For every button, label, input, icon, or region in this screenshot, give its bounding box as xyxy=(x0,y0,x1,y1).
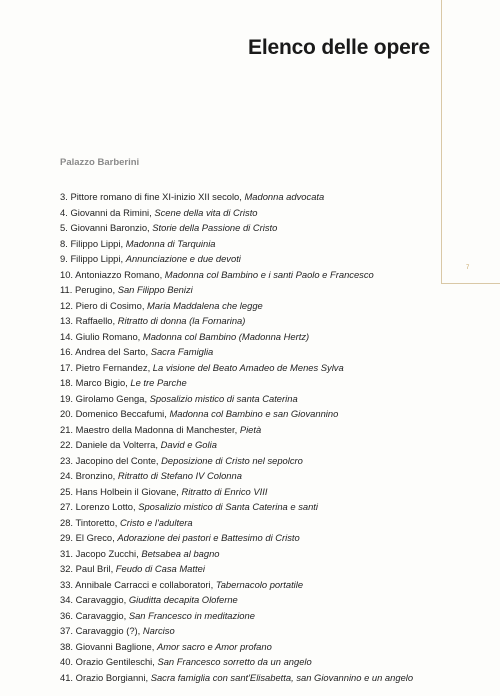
item-author: Andrea del Sarto xyxy=(75,346,146,357)
item-title: Sposalizio mistico di Santa Caterina e santi xyxy=(138,501,318,512)
item-title: Annunciazione e due devoti xyxy=(125,253,241,264)
item-title: Feudo di Casa Mattei xyxy=(115,563,205,574)
item-number: 33. xyxy=(60,578,74,590)
item-number: 22. xyxy=(60,439,74,450)
item-title: Le tre Parche xyxy=(130,377,187,388)
list-item: 10. Antoniazzo Romano, Madonna col Bambino e i santi Paolo e Francesco xyxy=(60,268,374,280)
item-author: Lorenzo Lotto xyxy=(75,501,133,512)
list-item: 4. Giovanni da Rimini, Scene della vita di Cristo xyxy=(60,206,258,218)
item-number: 21. xyxy=(60,423,74,435)
item-number: 11. xyxy=(60,284,73,295)
item-title: Amor sacro e Amor profano xyxy=(156,640,272,652)
item-author: Caravaggio (?) xyxy=(75,625,138,636)
list-item: 32. Paul Bril, Feudo di Casa Mattei xyxy=(60,563,205,574)
page-number: 7 xyxy=(466,265,470,271)
item-number: 38. xyxy=(60,640,74,652)
item-title: Betsabea al bagno xyxy=(141,547,220,559)
item-number: 8. xyxy=(60,237,68,249)
item-author: El Greco xyxy=(75,532,113,543)
item-title: Deposizione di Cristo nel sepolcro xyxy=(161,454,303,466)
list-item: 28. Tintoretto, Cristo e l'adultera xyxy=(60,516,193,528)
item-author: Giovanni Baglione xyxy=(75,640,152,652)
list-item: 27. Lorenzo Lotto, Sposalizio mistico di Santa Caterina e santi xyxy=(60,501,318,512)
item-number: 23. xyxy=(60,454,74,466)
list-item: 17. Pietro Fernandez, La visione del Beato Amadeo de Menes Sylva xyxy=(60,361,344,373)
item-title: Pietà xyxy=(239,423,262,435)
item-number: 31. xyxy=(60,547,74,559)
list-item: 29. El Greco, Adorazione dei pastori e Battesimo di Cristo xyxy=(60,532,300,543)
item-author: Marco Bigio xyxy=(75,377,126,388)
item-number: 13. xyxy=(60,315,74,326)
item-number: 34. xyxy=(60,594,74,605)
list-item: 41. Orazio Borgianni, Sacra famiglia con sant'Elisabetta, san Giovannino e un angelo xyxy=(60,671,414,683)
item-author: Antoniazzo Romano xyxy=(75,268,160,280)
item-author: Hans Holbein il Giovane xyxy=(75,485,177,497)
item-title: Storie della Passione di Cristo xyxy=(152,222,278,233)
item-title: Tabernacolo portatile xyxy=(215,578,304,590)
list-item: 11. Perugino, San Filippo Benizi xyxy=(60,284,193,295)
item-title: David e Golia xyxy=(160,439,217,450)
item-title: Ritratto di Stefano IV Colonna xyxy=(117,470,242,481)
item-author: Orazio Gentileschi xyxy=(75,656,153,667)
item-author: Domenico Beccafumi xyxy=(75,408,165,419)
item-author: Paul Bril xyxy=(75,563,111,574)
item-title: Scene della vita di Cristo xyxy=(154,206,258,218)
item-author: Raffaello xyxy=(75,315,113,326)
item-number: 5. xyxy=(60,222,68,233)
item-number: 41. xyxy=(60,671,74,683)
item-author: Girolamo Genga xyxy=(75,392,145,404)
item-title: Cristo e l'adultera xyxy=(119,516,193,528)
item-author: Daniele da Volterra xyxy=(75,439,156,450)
section-heading: Palazzo Barberini xyxy=(60,157,140,168)
list-item: 38. Giovanni Baglione, Amor sacro e Amor profano xyxy=(60,640,272,652)
item-title: Madonna di Tarquinia xyxy=(125,237,216,249)
list-item: 33. Annibale Carracci e collaboratori, Tabernacolo portatile xyxy=(60,578,304,590)
item-number: 20. xyxy=(60,408,74,419)
item-title: Sacra Famiglia xyxy=(150,346,214,357)
item-author: Perugino xyxy=(74,284,113,295)
item-number: 29. xyxy=(60,532,74,543)
item-title: Madonna advocata xyxy=(244,191,325,202)
item-number: 37. xyxy=(60,625,74,636)
item-number: 24. xyxy=(60,470,74,481)
item-number: 27. xyxy=(60,501,74,512)
item-number: 10. xyxy=(60,268,74,280)
item-title: Sacra famiglia con sant'Elisabetta, san Giovannino e un angelo xyxy=(150,671,414,683)
list-item: 37. Caravaggio (?), Narciso xyxy=(60,625,175,636)
list-item: 3. Pittore romano di fine XI-inizio XII secolo, Madonna advocata xyxy=(60,191,325,202)
page-title: Elenco delle opere xyxy=(248,36,430,59)
item-author: Jacopo Zucchi xyxy=(75,547,137,559)
item-title: Maria Maddalena che legge xyxy=(147,299,263,311)
list-item: 16. Andrea del Sarto, Sacra Famiglia xyxy=(60,346,214,357)
item-number: 19. xyxy=(60,392,74,404)
works-list xyxy=(60,189,450,685)
list-item: 36. Caravaggio, San Francesco in meditazione xyxy=(60,609,255,621)
item-author: Filippo Lippi xyxy=(70,253,121,264)
item-author: Giovanni Baronzio xyxy=(70,222,148,233)
item-author: Piero di Cosimo xyxy=(75,299,142,311)
item-title: La visione del Beato Amadeo de Menes Sylva xyxy=(152,361,344,373)
list-item: 24. Bronzino, Ritratto di Stefano IV Colonna xyxy=(60,470,242,481)
list-item: 14. Giulio Romano, Madonna col Bambino (Madonna Hertz) xyxy=(60,330,310,342)
item-number: 14. xyxy=(60,330,74,342)
item-author: Pittore romano di fine XI-inizio XII secolo xyxy=(70,191,240,202)
list-item: 23. Jacopino del Conte, Deposizione di Cristo nel sepolcro xyxy=(60,454,303,466)
list-item: 8. Filippo Lippi, Madonna di Tarquinia xyxy=(60,237,216,249)
item-author: Caravaggio xyxy=(75,609,124,621)
item-title: Madonna col Bambino e san Giovannino xyxy=(169,408,339,419)
item-number: 36. xyxy=(60,609,74,621)
list-item: 34. Caravaggio, Giuditta decapita Oloferne xyxy=(60,594,238,605)
item-author: Bronzino xyxy=(75,470,113,481)
item-title: Ritratto di donna (la Fornarina) xyxy=(117,315,246,326)
item-title: Sposalizio mistico di santa Caterina xyxy=(149,392,298,404)
item-author: Filippo Lippi xyxy=(70,237,121,249)
list-item: 31. Jacopo Zucchi, Betsabea al bagno xyxy=(60,547,220,559)
list-item: 12. Piero di Cosimo, Maria Maddalena che legge xyxy=(60,299,263,311)
item-author: Tintoretto xyxy=(75,516,115,528)
list-item: 40. Orazio Gentileschi, San Francesco sorretto da un angelo xyxy=(60,656,312,667)
list-item: 22. Daniele da Volterra, David e Golia xyxy=(60,439,217,450)
item-author: Maestro della Madonna di Manchester xyxy=(75,423,235,435)
item-title: Narciso xyxy=(142,625,175,636)
item-title: San Filippo Benizi xyxy=(117,284,193,295)
item-title: San Francesco sorretto da un angelo xyxy=(157,656,312,667)
item-author: Annibale Carracci e collaboratori xyxy=(75,578,211,590)
item-title: San Francesco in meditazione xyxy=(128,609,255,621)
list-item: 21. Maestro della Madonna di Manchester, Pietà xyxy=(60,423,262,435)
item-title: Madonna col Bambino (Madonna Hertz) xyxy=(142,330,310,342)
list-item: 20. Domenico Beccafumi, Madonna col Bambino e san Giovannino xyxy=(60,408,339,419)
item-number: 28. xyxy=(60,516,74,528)
item-author: Orazio Borgianni xyxy=(75,671,146,683)
item-number: 3. xyxy=(60,191,68,202)
item-author: Giovanni da Rimini xyxy=(70,206,150,218)
item-title: Madonna col Bambino e i santi Paolo e Francesco xyxy=(164,268,374,280)
item-author: Giulio Romano xyxy=(75,330,138,342)
item-author: Caravaggio xyxy=(75,594,124,605)
item-title: Adorazione dei pastori e Battesimo di Cristo xyxy=(117,532,300,543)
item-number: 9. xyxy=(60,253,68,264)
item-title: Giuditta decapita Oloferne xyxy=(128,594,238,605)
item-author: Jacopino del Conte xyxy=(75,454,156,466)
item-number: 4. xyxy=(60,206,68,218)
item-number: 12. xyxy=(60,299,74,311)
item-number: 18. xyxy=(60,377,74,388)
item-title: Ritratto di Enrico VIII xyxy=(181,485,268,497)
list-item: 18. Marco Bigio, Le tre Parche xyxy=(60,377,187,388)
item-number: 16. xyxy=(60,346,74,357)
item-author: Pietro Fernandez xyxy=(75,361,148,373)
list-item: 13. Raffaello, Ritratto di donna (la Fornarina) xyxy=(60,315,246,326)
item-number: 25. xyxy=(60,485,74,497)
item-number: 32. xyxy=(60,563,74,574)
list-item: 5. Giovanni Baronzio, Storie della Passione di Cristo xyxy=(60,222,278,233)
item-number: 40. xyxy=(60,656,74,667)
list-item: 9. Filippo Lippi, Annunciazione e due devoti xyxy=(60,253,241,264)
item-number: 17. xyxy=(60,361,74,373)
list-item: 25. Hans Holbein il Giovane, Ritratto di Enrico VIII xyxy=(60,485,268,497)
list-item: 19. Girolamo Genga, Sposalizio mistico di santa Caterina xyxy=(60,392,298,404)
